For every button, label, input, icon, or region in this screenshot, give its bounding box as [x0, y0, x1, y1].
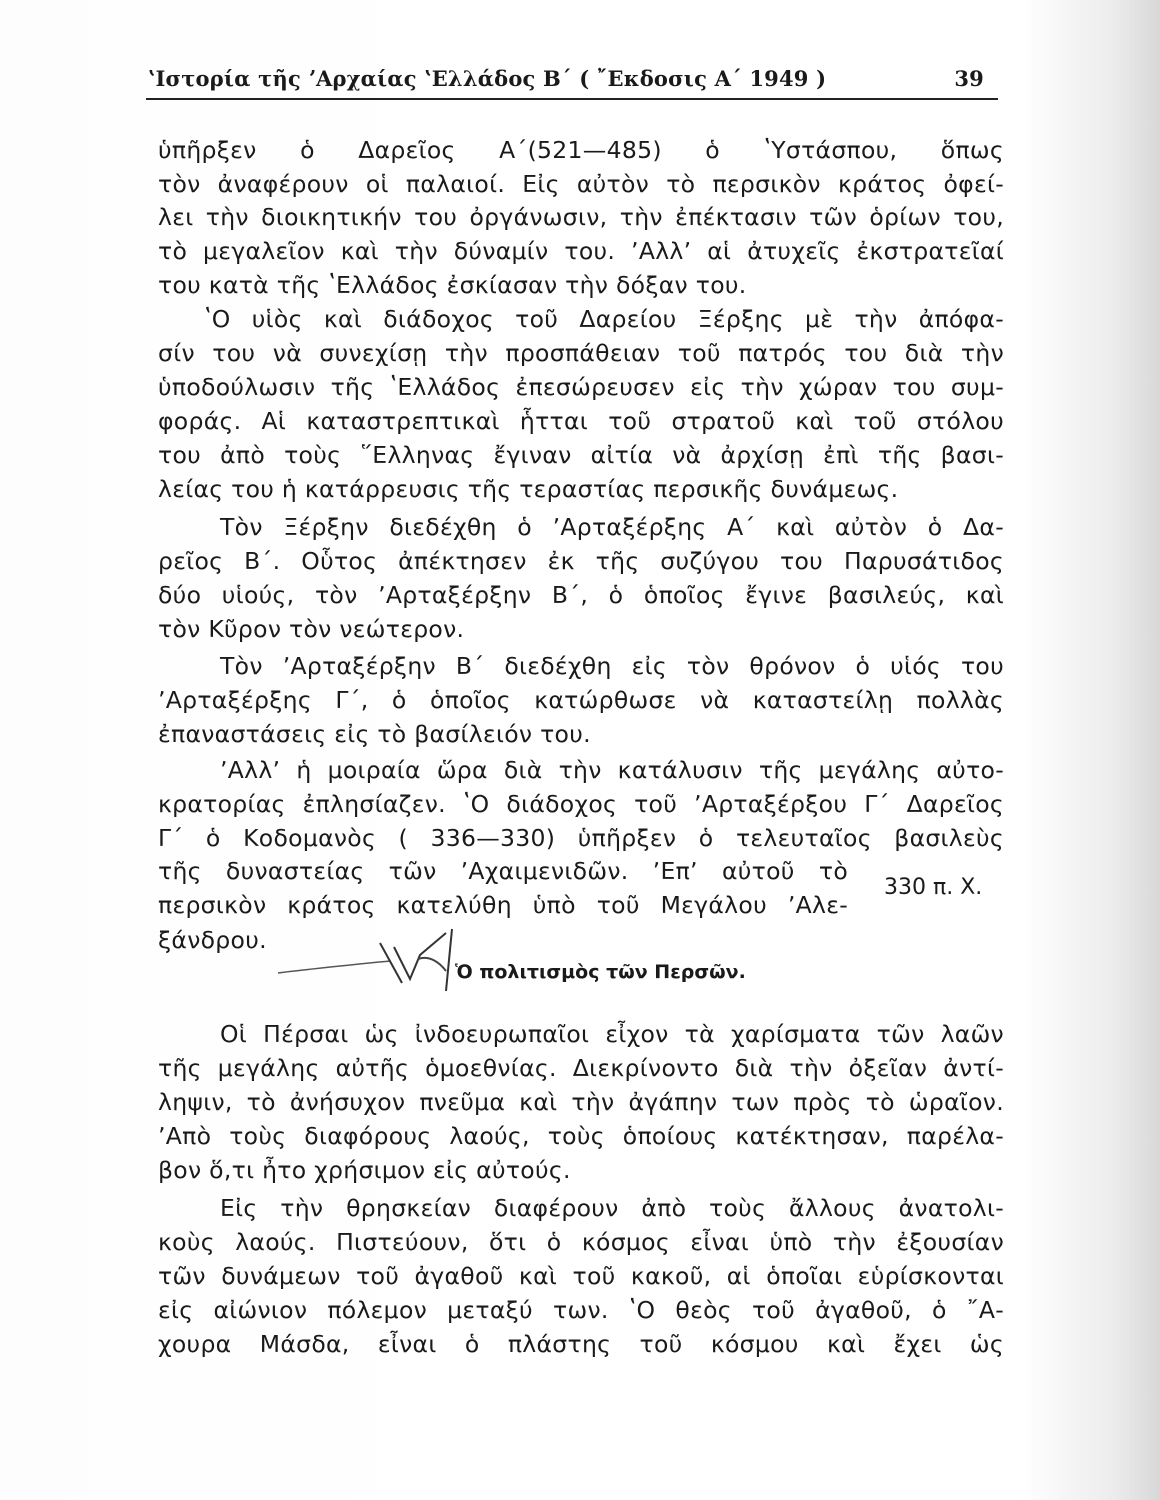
text-line: τῶν δυνάμεων τοῦ ἀγαθοῦ καὶ τοῦ κακοῦ, αἱ ὁποῖαι εὑρίσκονται [158, 1262, 1004, 1290]
text-line: κοὺς λαούς. Πιστεύουν, ὅτι ὁ κόσμος εἶναι ὑπὸ τὴν ἐξουσίαν [158, 1228, 1004, 1256]
text-line: Εἰς τὴν θρησκείαν διαφέρουν ἀπὸ τοὺς ἄλλους ἀνατολι- [220, 1194, 1004, 1222]
margin-date-note: 330 π. Χ. [884, 875, 983, 900]
text-line: ʼΑλλʼ ἡ μοιραία ὥρα διὰ τὴν κατάλυσιν τῆς μεγάλης αὐτο- [220, 756, 1004, 784]
text-line: χουρα Μάσδα, εἶναι ὁ πλάστης τοῦ κόσμου καὶ ἔχει ὡς [158, 1330, 1004, 1358]
text-line: Οἱ Πέρσαι ὡς ἰνδοευρωπαῖοι εἶχον τὰ χαρίσματα τῶν λαῶν [220, 1020, 1004, 1048]
section-heading: Ὁ πολιτισμὸς τῶν Περσῶν. [455, 961, 746, 983]
text-line: τὸ μεγαλεῖον καὶ τὴν δύναμίν του. ʼΑλλʼ αἱ ἀτυχεῖς ἐκστρατεῖαί [158, 237, 1004, 265]
text-line: Τὸν Ξέρξην διεδέχθη ὁ ʼΑρταξέρξης Α΄ καὶ αὐτὸν ὁ Δα- [220, 513, 1004, 541]
text-line: ληψιν, τὸ ἀνήσυχον πνεῦμα καὶ τὴν ἀγάπην των πρὸς τὸ ὡραῖον. [158, 1088, 1004, 1116]
text-line: ʼΑπὸ τοὺς διαφόρους λαούς, τοὺς ὁποίους κατέκτησαν, παρέλα- [158, 1122, 1004, 1150]
text-line: λει τὴν διοικητικήν του ὀργάνωσιν, τὴν ἐπέκτασιν τῶν ὁρίων του, [158, 203, 1004, 231]
text-line: του ἀπὸ τοὺς ῞Ελληνας ἔγιναν αἰτία νὰ ἀρχίσῃ ἐπὶ τῆς βασι- [158, 441, 1004, 469]
text-line: ἐπαναστάσεις εἰς τὸ βασίλειόν του. [158, 720, 591, 748]
text-line: φοράς. Αἱ καταστρεπτικαὶ ἧτται τοῦ στρατοῦ καὶ τοῦ στόλου [158, 407, 1004, 435]
text-line: τῆς δυναστείας τῶν ʼΑχαιμενιδῶν. ʼΕπʼ αὐτοῦ τὸ [158, 857, 848, 885]
handwritten-scribble [270, 925, 470, 995]
text-line: ʽΟ υἱὸς καὶ διάδοχος τοῦ Δαρείου Ξέρξης μὲ τὴν ἀπόφα- [204, 305, 1004, 333]
text-line: περσικὸν κράτος κατελύθη ὑπὸ τοῦ Μεγάλου ʼΑλε- [158, 891, 848, 919]
page-number: 39 [954, 66, 984, 91]
text-line: τῆς μεγάλης αὐτῆς ὁμοεθνίας. Διεκρίνοντο διὰ τὴν ὀξεῖαν ἀντί- [158, 1054, 1004, 1082]
text-line: βον ὅ,τι ἦτο χρήσιμον εἰς αὐτούς. [158, 1156, 571, 1184]
text-line: Τὸν ʼΑρταξέρξην Β΄ διεδέχθη εἰς τὸν θρόνον ὁ υἱός του [220, 652, 1004, 680]
text-line: σίν του νὰ συνεχίσῃ τὴν προσπάθειαν τοῦ πατρός του διὰ τὴν [158, 339, 1004, 367]
text-line: ὑποδούλωσιν τῆς ʽΕλλάδος ἐπεσώρευσεν εἰς τὴν χώραν του συμ- [158, 373, 1004, 401]
text-line: ξάνδρου. [158, 926, 267, 954]
text-line: δύο υἱούς, τὸν ʼΑρταξέρξην Β΄, ὁ ὁποῖος ἔγινε βασιλεύς, καὶ [158, 581, 1004, 609]
text-line: ρεῖος Β΄. Οὗτος ἀπέκτησεν ἐκ τῆς συζύγου του Παρυσάτιδος [158, 547, 1004, 575]
text-line: τὸν Κῦρον τὸν νεώτερον. [158, 615, 465, 643]
running-header [148, 60, 988, 100]
text-line: ὑπῆρξεν ὁ Δαρεῖος Α΄(521—485) ὁ ʽΥστάσπου, ὅπως [158, 136, 1004, 164]
header-rule [146, 98, 998, 100]
text-line: τὸν ἀναφέρουν οἱ παλαιοί. Εἰς αὐτὸν τὸ περσικὸν κράτος ὀφεί- [158, 170, 1004, 198]
header-title: ʽΙστορία τῆς ʼΑρχαίας ʽΕλλάδος Β΄ ( ῎Εκδοσις Α΄ 1949 ) [148, 66, 827, 91]
text-line: Γ΄ ὁ Κοδομανὸς ( 336—330) ὑπῆρξεν ὁ τελευταῖος βασιλεὺς [158, 824, 1004, 852]
text-line: ʼΑρταξέρξης Γ΄, ὁ ὁποῖος κατώρθωσε νὰ καταστείλῃ πολλὰς [158, 686, 1004, 714]
text-line: του κατὰ τῆς ʽΕλλάδος ἐσκίασαν τὴν δόξαν του. [158, 271, 747, 299]
text-line: εἰς αἰώνιον πόλεμον μεταξύ των. ʽΟ θεὸς τοῦ ἀγαθοῦ, ὁ ῎Α- [158, 1296, 1004, 1324]
text-line: κρατορίας ἐπλησίαζεν. ʽΟ διάδοχος τοῦ ʼΑρταξέρξου Γ΄ Δαρεῖος [158, 790, 1004, 818]
text-line: λείας του ἡ κατάρρευσις τῆς τεραστίας περσικῆς δυνάμεως. [158, 475, 899, 503]
